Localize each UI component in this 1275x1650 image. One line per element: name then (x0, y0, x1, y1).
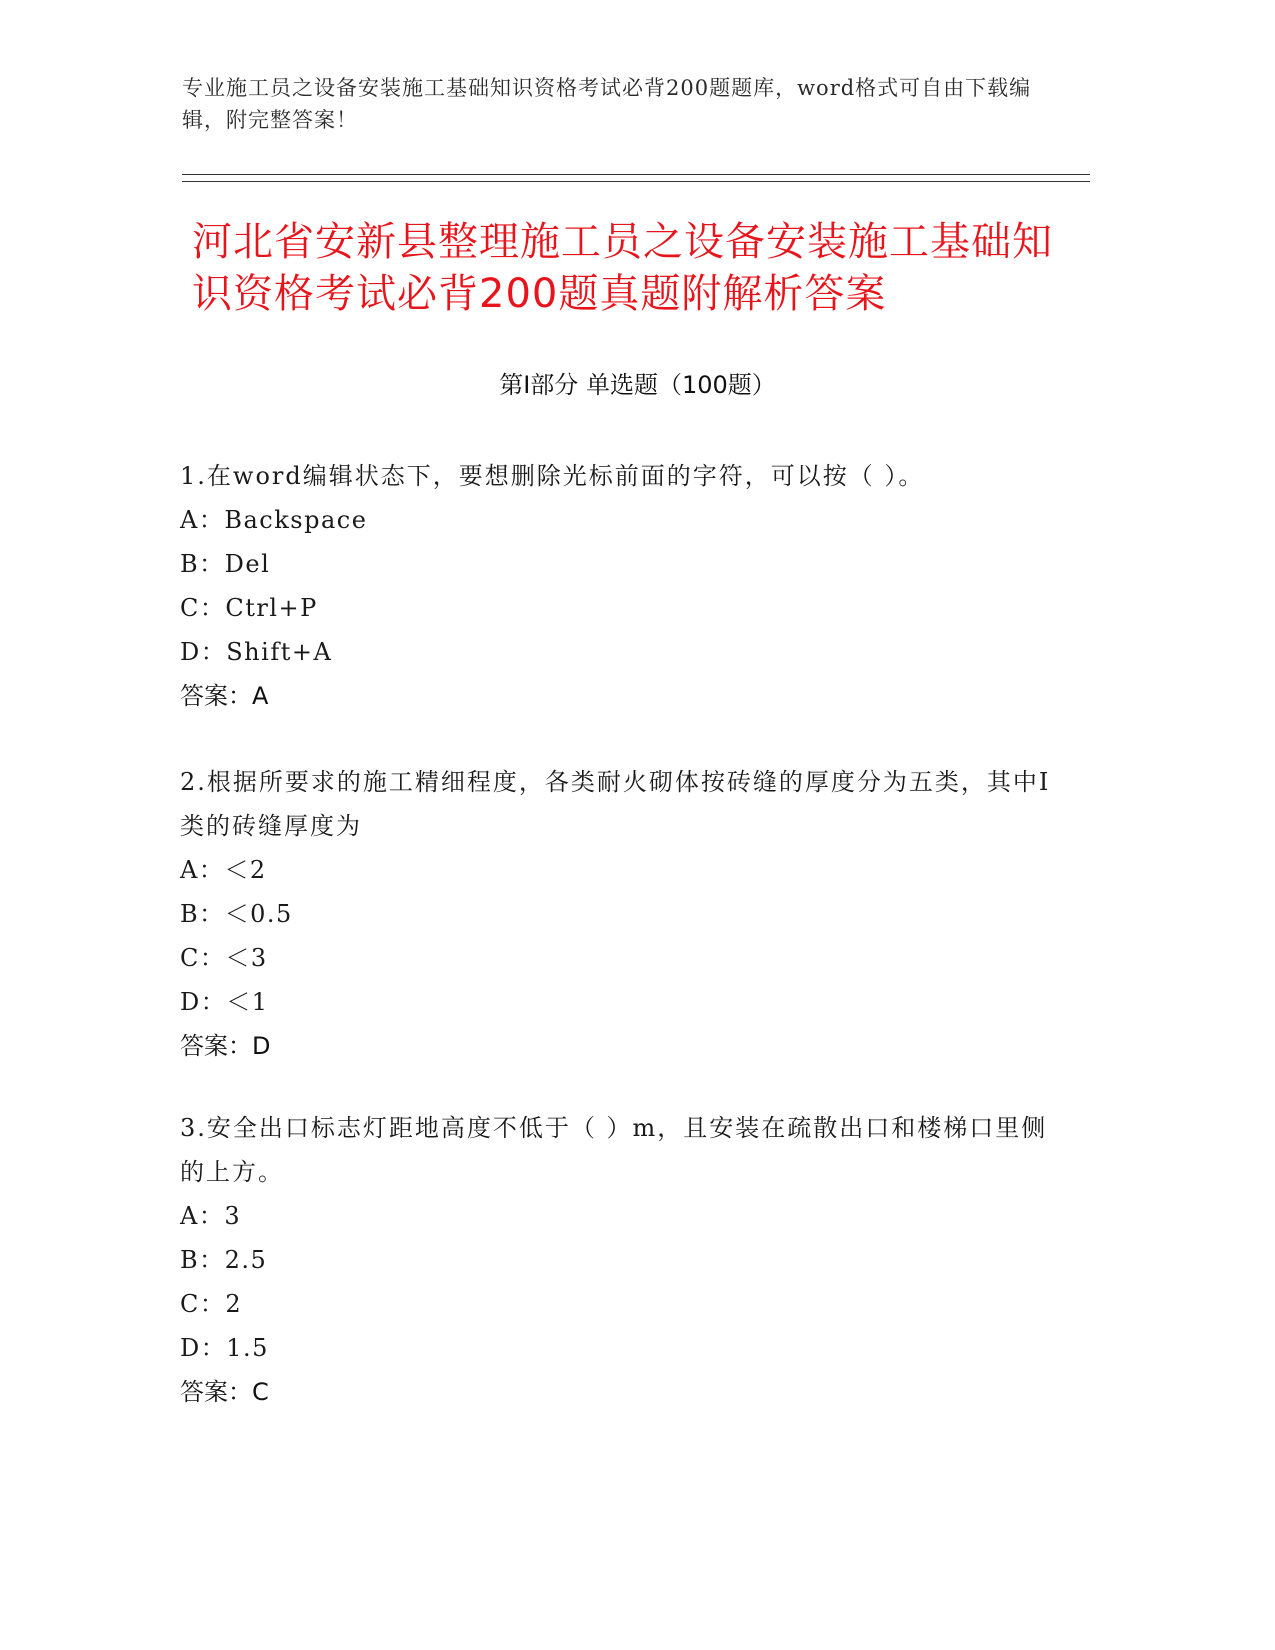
option-c: C：＜3 (180, 944, 268, 972)
header-divider (182, 174, 1090, 182)
question-2 (180, 760, 1060, 1068)
question-1 (180, 454, 1060, 718)
question-stem: 1.在word编辑状态下，要想删除光标前面的字符，可以按（ ）。 (180, 462, 925, 490)
option-d: D：1.5 (180, 1334, 269, 1362)
answer: 答案：D (180, 1032, 271, 1060)
answer: 答案：C (180, 1378, 269, 1406)
section-heading: 第Ⅰ部分 单选题（100题） (499, 371, 776, 399)
option-c: C：2 (180, 1290, 243, 1318)
option-a: A：3 (180, 1202, 242, 1230)
option-b: B：＜0.5 (180, 900, 293, 928)
option-c: C：Ctrl+P (180, 594, 318, 622)
answer: 答案：A (180, 682, 269, 710)
header-note: 专业施工员之设备安装施工基础知识资格考试必背200题题库，word格式可自由下载编辑，附完整答案！ (182, 76, 1032, 132)
option-a: A：＜2 (180, 856, 267, 884)
question-3 (180, 1106, 1060, 1414)
option-b: B：2.5 (180, 1246, 268, 1274)
option-a: A：Backspace (180, 506, 368, 534)
option-d: D：Shift+A (180, 638, 333, 666)
option-b: B：Del (180, 550, 271, 578)
option-d: D：＜1 (180, 988, 269, 1016)
document-title: 河北省安新县整理施工员之设备安装施工基础知识资格考试必背200题真题附解析答案 (192, 219, 1053, 317)
question-stem: 3.安全出口标志灯距地高度不低于（ ）m，且安装在疏散出口和楼梯口里侧的上方。 (180, 1114, 1048, 1186)
question-stem: 2.根据所要求的施工精细程度，各类耐火砌体按砖缝的厚度分为五类，其中Ⅰ类的砖缝厚度为 (180, 768, 1051, 840)
